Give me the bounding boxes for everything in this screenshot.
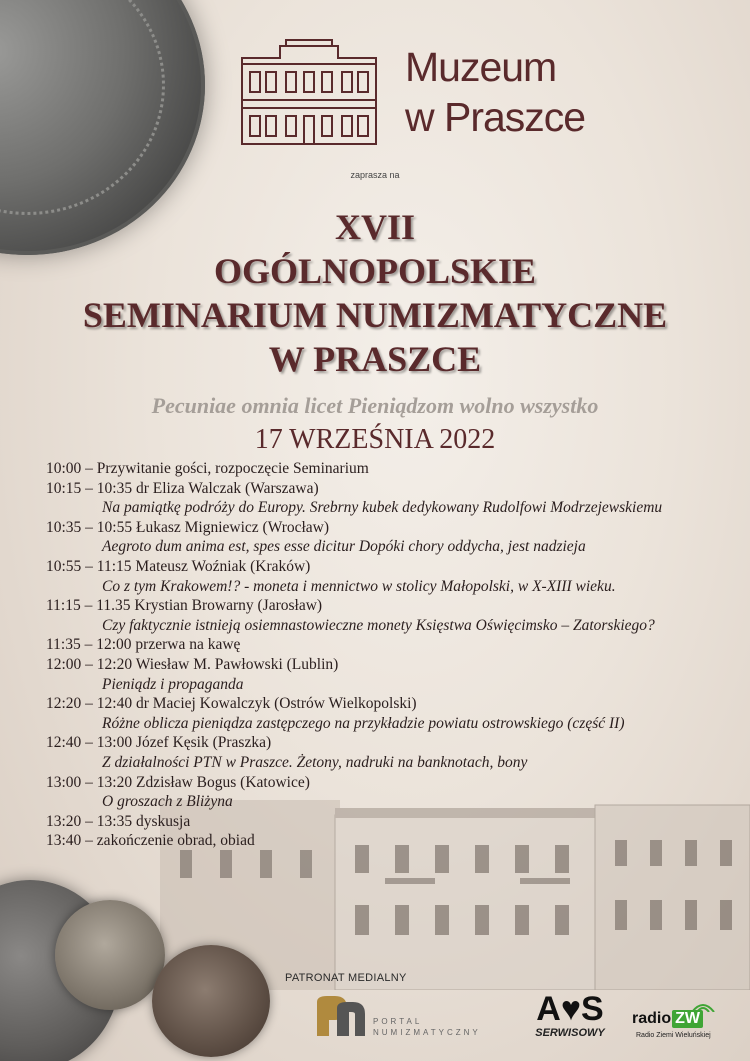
program-talk-title: O groszach z Bliżyna [102,793,233,811]
museum-building-icon [238,38,380,146]
program-time-entry: 10:35 – 10:55 Łukasz Migniewicz (Wrocław) [46,518,330,536]
event-date: 17 WRZEŚNIA 2022 [254,424,496,455]
program-time-entry: 13:00 – 13:20 Zdzisław Bogus (Katowice) [46,773,310,791]
program-list [46,459,736,851]
radio-logo-word: radio [632,1010,672,1027]
program-talk-title: Aegroto dum anima est, spes esse dicitur Dopóki chory oddycha, jest nadzieja [102,538,586,556]
program-time-entry: 11:35 – 12:00 przerwa na kawę [46,636,241,654]
program-time-entry: 12:40 – 13:00 Józef Kęsik (Praszka) [46,734,272,752]
program-talk-title: Na pamiątkę podróży do Europy. Srebrny kubek dedykowany Rudolfowi Modrzejewskiemu [102,499,663,517]
program-talk-title: Z działalności PTN w Praszce. Żetony, nadruki na banknotach, bony [102,753,528,771]
title-line3: SEMINARIUM NUMIZMATYCZNE [82,295,668,335]
program-time-entry: 10:55 – 11:15 Mateusz Woźniak (Kraków) [46,557,311,575]
portal-line2: NUMIZMATYCZNY [373,1028,481,1037]
portal-numizmatyczny-logo-icon [313,994,369,1038]
as-logo-main: A♥S [536,990,604,1028]
motto: Pecuniae omnia licet Pieniądzom wolno wszystko [151,393,599,418]
museum-name-line2: w Praszce [405,94,586,140]
portal-numizmatyczny-text [373,1016,481,1038]
coin-dark-image [152,945,270,1057]
title-line2: OGÓLNOPOLSKIE [213,251,537,291]
program-time-entry: 13:20 – 13:35 dyskusja [46,812,191,830]
as-logo-sub: SERWISOWY [535,1027,605,1039]
museum-name-line1: Muzeum [405,44,557,90]
title-line4: W PRASZCE [268,339,482,379]
radio-logo-zw: ZW [672,1010,703,1028]
radio-zw-logo [630,1000,730,1045]
radio-logo-main [632,1010,703,1028]
as-serwisowy-logo [528,990,612,1045]
program-time-entry: 11:15 – 11.35 Krystian Browarny (Jarosław) [46,597,323,615]
portal-line1: PORTAL [373,1017,423,1026]
museum-name [405,42,585,142]
radio-logo-sub: Radio Ziemi Wieluńskiej [636,1032,711,1039]
program-talk-title: Co z tym Krakowem!? - moneta i mennictwo w stolicy Małopolski, w X-XIII wieku. [102,577,616,595]
program-time-entry: 10:00 – Przywitanie gości, rozpoczęcie Seminarium [46,460,369,477]
program-time-entry: 10:15 – 10:35 dr Eliza Walczak (Warszawa) [46,479,319,497]
program-time-entry: 12:00 – 12:20 Wiesław M. Pawłowski (Lublin) [46,655,339,673]
patronat-label: PATRONAT MEDIALNY [285,972,407,984]
program-talk-title: Pieniądz i propaganda [102,675,244,693]
invite-text: zaprasza na [350,170,400,180]
program-talk-title: Czy faktycznie istnieją osiemnastowieczne monety Księstwa Oświęcimsko – Zatorskiego? [102,616,655,634]
title-line1: XVII [334,207,415,247]
coin-eagle-image [55,900,165,1010]
event-title [0,205,750,381]
program-time-entry: 13:40 – zakończenie obrad, obiad [46,832,255,850]
program-talk-title: Różne oblicza pieniądza zastępczego na przykładzie powiatu ostrowskiego (część II) [102,714,625,732]
program-time-entry: 12:20 – 12:40 dr Maciej Kowalczyk (Ostrów Wielkopolski) [46,695,417,713]
